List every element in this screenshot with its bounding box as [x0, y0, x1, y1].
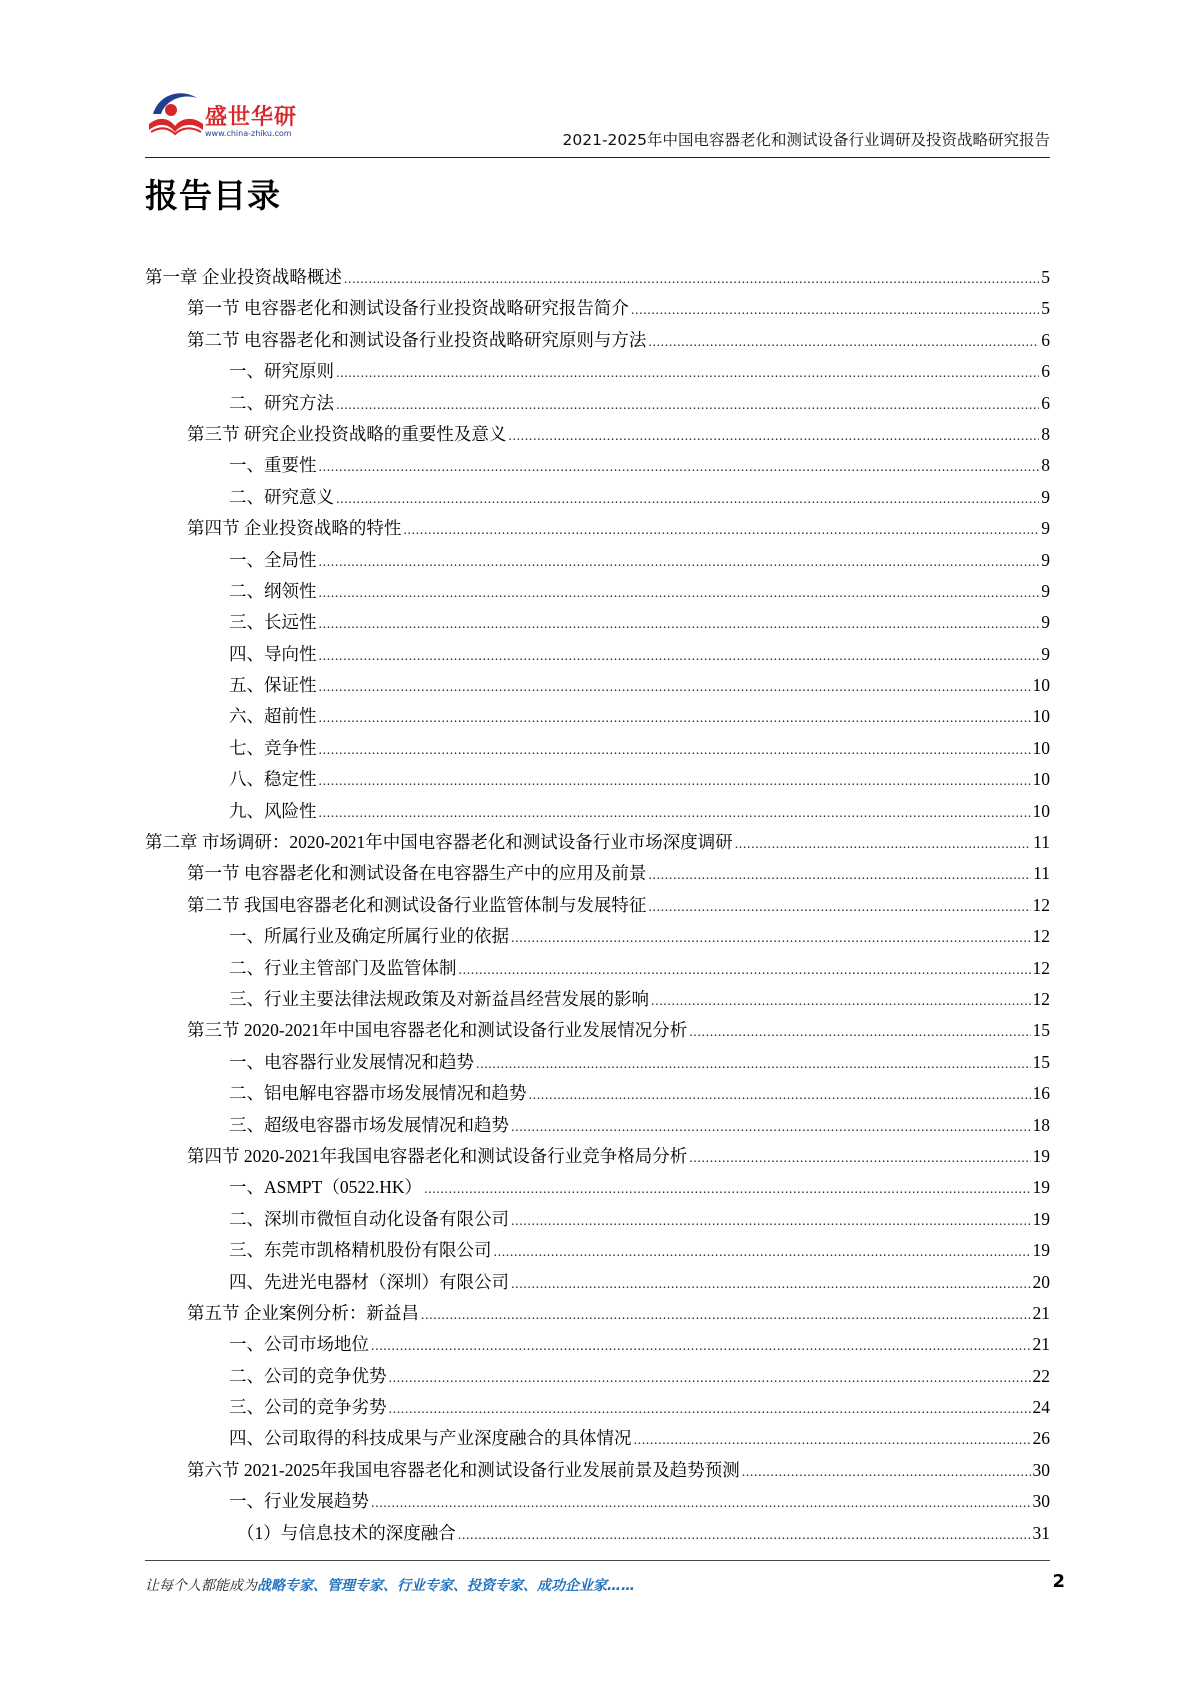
toc-entry-label: 二、纲领性 [229, 580, 317, 601]
toc-entry[interactable] [145, 1141, 1050, 1172]
toc-entry-page: 9 [1041, 549, 1050, 570]
toc-entry-label: 一、公司市场地位 [229, 1334, 369, 1355]
toc-entry-page: 24 [1032, 1397, 1050, 1418]
toc-entry-page: 11 [1033, 863, 1050, 884]
toc-entry-page: 8 [1041, 423, 1050, 444]
toc-entry-page: 12 [1032, 894, 1050, 915]
toc-entry-label: 二、研究方法 [229, 392, 334, 413]
toc-entry[interactable] [145, 858, 1050, 889]
footer-slogan-highlight: 战略专家、管理专家、行业专家、投资专家、成功企业家…… [257, 1578, 635, 1594]
toc-dot-leader [651, 984, 1031, 1017]
toc-entry-page: 19 [1032, 1240, 1050, 1261]
toc-entry-label: （1）与信息技术的深度融合 [237, 1522, 456, 1543]
toc-entry-page: 19 [1032, 1177, 1050, 1198]
toc-dot-leader [511, 1267, 1031, 1300]
toc-entry-page: 19 [1032, 1145, 1050, 1166]
toc-dot-leader [511, 1204, 1031, 1237]
toc-entry[interactable] [145, 545, 1050, 576]
toc-entry-page: 9 [1041, 580, 1050, 601]
toc-dot-leader [648, 858, 1031, 891]
toc-dot-leader [336, 482, 1039, 515]
toc-entry-page: 20 [1032, 1271, 1050, 1292]
toc-dot-leader [389, 1392, 1031, 1425]
toc-entry-page: 9 [1041, 518, 1050, 539]
toc-entry-page: 15 [1032, 1051, 1050, 1072]
toc-entry-page: 21 [1032, 1302, 1050, 1323]
toc-entry[interactable] [145, 1235, 1050, 1266]
toc-entry-label: 第五节 企业案例分析：新益昌 [187, 1302, 419, 1323]
toc-entry-page: 10 [1032, 706, 1050, 727]
toc-entry-label: 二、铝电解电容器市场发展情况和趋势 [229, 1083, 527, 1104]
toc-entry-page: 5 [1041, 267, 1050, 287]
toc-entry-page: 12 [1032, 926, 1050, 947]
toc-dot-leader [319, 764, 1031, 797]
toc-dot-leader [459, 953, 1031, 986]
report-title: 2021-2025年中国电容器老化和测试设备行业调研及投资战略研究报告 [562, 131, 1050, 149]
toc-entry[interactable] [145, 293, 1050, 324]
toc-dot-leader [319, 607, 1040, 640]
toc-entry-page: 9 [1041, 612, 1050, 633]
toc-entry[interactable] [145, 607, 1050, 638]
toc-entry[interactable] [145, 1455, 1050, 1486]
toc-dot-leader [494, 1235, 1031, 1268]
toc-dot-leader [689, 1015, 1030, 1048]
toc-dot-leader [344, 262, 1039, 295]
toc-dot-leader [319, 576, 1040, 609]
toc-dot-leader [336, 388, 1039, 421]
toc-dot-leader [389, 1361, 1031, 1394]
header-divider [145, 157, 1050, 158]
toc-entry[interactable] [145, 513, 1050, 544]
page-header [145, 78, 1050, 158]
toc-dot-leader [476, 1047, 1031, 1080]
toc-entry-label: 三、公司的竞争劣势 [229, 1397, 387, 1418]
toc-entry[interactable] [145, 1204, 1050, 1235]
toc-entry-page: 18 [1032, 1114, 1050, 1135]
toc-dot-leader [421, 1298, 1031, 1331]
toc-entry-label: 一、电容器行业发展情况和趋势 [229, 1051, 474, 1072]
toc-entry-label: 一、ASMPT（0522.HK） [229, 1177, 423, 1198]
toc-entry-label: 四、公司取得的科技成果与产业深度融合的具体情况 [229, 1428, 632, 1449]
toc-entry-label: 三、东莞市凯格精机股份有限公司 [229, 1240, 492, 1261]
toc-entry-page: 31 [1032, 1522, 1050, 1543]
logo-book-icon [145, 84, 207, 144]
toc-entry-page: 10 [1032, 800, 1050, 821]
toc-dot-leader [424, 1172, 1030, 1205]
toc-entry-page: 10 [1032, 737, 1050, 758]
toc-entry-page: 22 [1032, 1365, 1050, 1386]
toc-entry-label: 第二节 我国电容器老化和测试设备行业监管体制与发展特征 [187, 894, 647, 915]
toc-entry-page: 10 [1032, 675, 1050, 696]
toc-entry[interactable] [145, 576, 1050, 607]
toc-entry[interactable] [145, 796, 1050, 827]
toc-entry[interactable] [145, 921, 1050, 952]
toc-entry-label: 一、研究原则 [229, 361, 334, 382]
toc-dot-leader [511, 1110, 1031, 1143]
toc-entry-page: 5 [1041, 298, 1050, 319]
toc-entry-label: 第一节 电容器老化和测试设备行业投资战略研究报告简介 [187, 298, 629, 319]
toc-entry[interactable] [145, 1172, 1050, 1203]
toc-dot-leader [458, 1518, 1031, 1551]
toc-entry-label: 第六节 2021-2025年我国电容器老化和测试设备行业发展前景及趋势预测 [187, 1459, 740, 1480]
toc-entry-page: 6 [1041, 392, 1050, 413]
toc-entry[interactable] [145, 890, 1050, 921]
toc-entry-page: 9 [1041, 486, 1050, 507]
toc-entry-label: 第二章 市场调研：2020-2021年中国电容器老化和测试设备行业市场深度调研 [145, 832, 733, 853]
toc-entry[interactable] [145, 1110, 1050, 1141]
toc-dot-leader [371, 1486, 1031, 1519]
toc-entry-label: 二、研究意义 [229, 486, 334, 507]
toc-entry-label: 一、所属行业及确定所属行业的依据 [229, 926, 509, 947]
toc-entry-page: 11 [1033, 832, 1050, 853]
toc-dot-leader [319, 670, 1031, 703]
toc-entry-label: 第三节 2020-2021年中国电容器老化和测试设备行业发展情况分析 [187, 1020, 688, 1041]
toc-dot-leader [511, 921, 1031, 954]
toc-entry[interactable] [145, 356, 1050, 387]
toc-entry-label: 二、深圳市微恒自动化设备有限公司 [229, 1208, 509, 1229]
toc-entry[interactable] [145, 764, 1050, 795]
toc-entry[interactable] [145, 1078, 1050, 1109]
toc-dot-leader [735, 827, 1031, 860]
toc-dot-leader [689, 1141, 1030, 1174]
toc-entry-label: 第一章 企业投资战略概述 [145, 267, 342, 287]
toc-entry-page: 26 [1032, 1428, 1050, 1449]
toc-entry-label: 五、保证性 [229, 675, 317, 696]
toc-entry-page: 30 [1032, 1459, 1050, 1480]
toc-entry[interactable] [145, 827, 1050, 858]
toc-dot-leader [319, 796, 1031, 829]
toc-dot-leader [634, 1423, 1031, 1456]
toc-entry[interactable] [145, 325, 1050, 356]
toc-entry-page: 21 [1032, 1334, 1050, 1355]
toc-entry-label: 一、重要性 [229, 455, 317, 476]
toc-dot-leader [648, 325, 1039, 358]
toc-dot-leader [648, 890, 1030, 923]
toc-dot-leader [508, 419, 1039, 452]
toc-entry-page: 6 [1041, 329, 1050, 350]
toc-entry-label: 第三节 研究企业投资战略的重要性及意义 [187, 423, 507, 444]
footer-divider [145, 1560, 1050, 1561]
toc-entry-label: 八、稳定性 [229, 769, 317, 790]
toc-entry-label: 第四节 企业投资战略的特性 [187, 518, 402, 539]
footer-slogan-prefix: 让每个人都能成为 [145, 1578, 257, 1594]
toc-entry-label: 六、超前性 [229, 706, 317, 727]
toc-entry[interactable] [145, 1329, 1050, 1360]
toc-entry-label: 二、公司的竞争优势 [229, 1365, 387, 1386]
toc-entry-label: 九、风险性 [229, 800, 317, 821]
toc-entry[interactable] [145, 1518, 1050, 1549]
toc-entry-label: 第四节 2020-2021年我国电容器老化和测试设备行业竞争格局分析 [187, 1145, 688, 1166]
toc-entry[interactable] [145, 262, 1050, 293]
toc-entry-page: 6 [1041, 361, 1050, 382]
toc-dot-leader [319, 450, 1040, 483]
toc-dot-leader [336, 356, 1039, 389]
toc-entry-page: 15 [1032, 1020, 1050, 1041]
toc-dot-leader [631, 293, 1039, 326]
toc-dot-leader [319, 701, 1031, 734]
toc-entry[interactable] [145, 1486, 1050, 1517]
toc-entry-label: 第一节 电容器老化和测试设备在电容器生产中的应用及前景 [187, 863, 647, 884]
page-title: 报告目录 [145, 176, 281, 215]
toc-entry[interactable] [145, 670, 1050, 701]
toc-entry[interactable] [145, 1298, 1050, 1329]
toc-entry[interactable] [145, 1423, 1050, 1454]
toc-entry-page: 30 [1032, 1491, 1050, 1512]
toc-entry[interactable] [145, 701, 1050, 732]
company-logo [145, 84, 320, 144]
toc-entry[interactable] [145, 450, 1050, 481]
toc-entry[interactable] [145, 419, 1050, 450]
toc-entry-page: 8 [1041, 455, 1050, 476]
logo-url: www.china-zhiku.com [205, 129, 292, 138]
toc-entry[interactable] [145, 1267, 1050, 1298]
toc-entry-label: 一、全局性 [229, 549, 317, 570]
toc-entry-label: 七、竞争性 [229, 737, 317, 758]
toc-entry[interactable] [145, 1015, 1050, 1046]
toc-entry-page: 19 [1032, 1208, 1050, 1229]
toc-entry[interactable] [145, 639, 1050, 670]
page-number: 2 [1052, 1571, 1065, 1592]
toc-entry-page: 12 [1032, 957, 1050, 978]
footer-slogan [145, 1575, 635, 1595]
toc-entry[interactable] [145, 482, 1050, 513]
toc-entry[interactable] [145, 1047, 1050, 1078]
toc-entry-label: 一、行业发展趋势 [229, 1491, 369, 1512]
toc-dot-leader [371, 1329, 1031, 1362]
toc-entry-label: 三、行业主要法律法规政策及对新益昌经营发展的影响 [229, 988, 649, 1009]
logo-name: 盛世华研 [205, 105, 298, 130]
toc-dot-leader [319, 545, 1040, 578]
toc-entry-page: 12 [1032, 988, 1050, 1009]
toc-entry[interactable] [145, 1361, 1050, 1392]
toc-dot-leader [319, 639, 1040, 672]
toc-entry[interactable] [145, 984, 1050, 1015]
toc-entry[interactable] [145, 1392, 1050, 1423]
toc-entry-label: 四、导向性 [229, 643, 317, 664]
toc-dot-leader [529, 1078, 1031, 1111]
toc-dot-leader [403, 513, 1039, 546]
toc-entry-label: 三、超级电容器市场发展情况和趋势 [229, 1114, 509, 1135]
toc-entry[interactable] [145, 388, 1050, 419]
toc-entry-page: 9 [1041, 643, 1050, 664]
toc-entry-label: 第二节 电容器老化和测试设备行业投资战略研究原则与方法 [187, 329, 647, 350]
toc-entry-page: 10 [1032, 769, 1050, 790]
toc-entry[interactable] [145, 953, 1050, 984]
toc-dot-leader [319, 733, 1031, 766]
table-of-contents [145, 262, 1050, 1549]
toc-dot-leader [742, 1455, 1031, 1488]
toc-entry[interactable] [145, 733, 1050, 764]
toc-entry-label: 二、行业主管部门及监管体制 [229, 957, 457, 978]
toc-entry-label: 四、先进光电器材（深圳）有限公司 [229, 1271, 509, 1292]
toc-entry-page: 16 [1032, 1083, 1050, 1104]
toc-entry-label: 三、长远性 [229, 612, 317, 633]
